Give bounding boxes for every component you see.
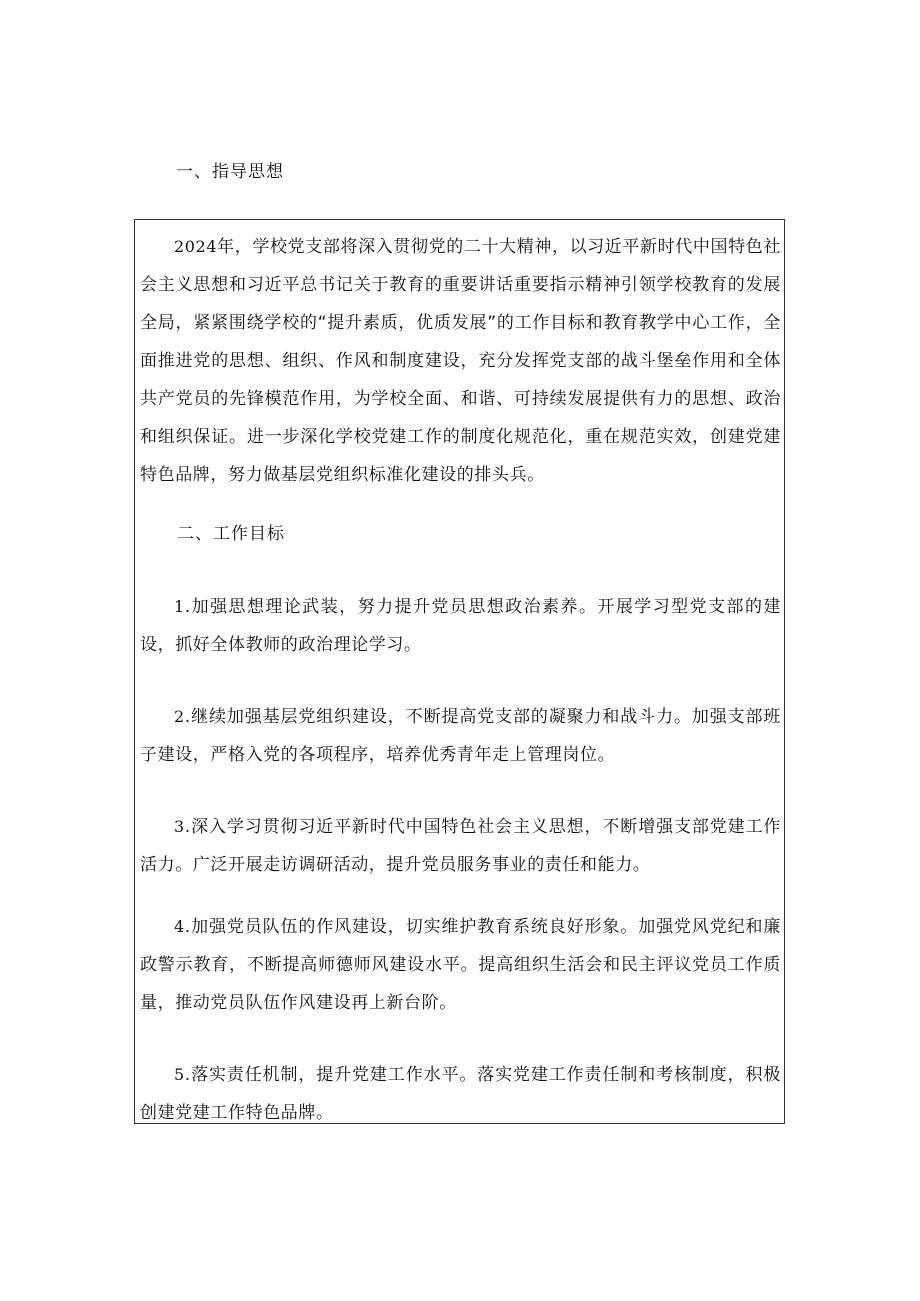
- guiding-thought-text: 年，学校党支部将深入贯彻党的二十大精神，以习近平新时代中国特色社会主义思想和习近平总书记关于教育的重要讲话重要指示精神引领学校教育的发展全局，紧紧围绕学校的“提升素质，优质发展”的工作目标和教育教学中心工作，全面推进党的思想、组织、作风和制度建设，充分发挥党支部的战斗堡垒作用和全体共产党员的先锋模范作用，为学校全面、和谐、可持续发展提供有力的思想、政治和组织保证。进一步深化学校党建工作的制度化规范化，重在规范实效，创建党建特色品牌，努力做基层党组织标准化建设的排头兵。: [140, 237, 781, 485]
- goal-number: 3: [174, 817, 185, 836]
- goal-number: 5: [174, 1065, 185, 1084]
- goal-text: .加强思想理论武装，努力提升党员思想政治素养。开展学习型党支部的建设，抓好全体教师的政治理论学习。: [140, 597, 781, 655]
- goal-number: 1: [174, 597, 185, 616]
- goal-item: [135, 698, 786, 774]
- goal-number: 2: [174, 707, 185, 726]
- year-number: 2024: [174, 237, 218, 256]
- section-heading-work-goals: 二、工作目标: [177, 524, 285, 544]
- goal-item: [135, 908, 786, 1022]
- content-box: [134, 219, 785, 1124]
- goal-item: [135, 1056, 786, 1132]
- goal-text: .继续加强基层党组织建设，不断提高党支部的凝聚力和战斗力。加强支部班子建设，严格入党的各项程序，培养优秀青年走上管理岗位。: [140, 707, 781, 765]
- goal-number: 4: [174, 917, 185, 936]
- guiding-thought-paragraph: [135, 228, 786, 494]
- section-heading-guiding-thought: 一、指导思想: [176, 162, 284, 182]
- goal-item: [135, 588, 786, 664]
- goal-text: .深入学习贯彻习近平新时代中国特色社会主义思想，不断增强支部党建工作活力。广泛开展走访调研活动，提升党员服务事业的责任和能力。: [140, 817, 781, 875]
- goal-text: .落实责任机制，提升党建工作水平。落实党建工作责任制和考核制度，积极创建党建工作特色品牌。: [140, 1065, 781, 1123]
- goal-item: [135, 808, 786, 884]
- goal-text: .加强党员队伍的作风建设，切实维护教育系统良好形象。加强党风党纪和廉政警示教育，不断提高师德师风建设水平。提高组织生活会和民主评议党员工作质量，推动党员队伍作风建设再上新台阶。: [140, 917, 781, 1013]
